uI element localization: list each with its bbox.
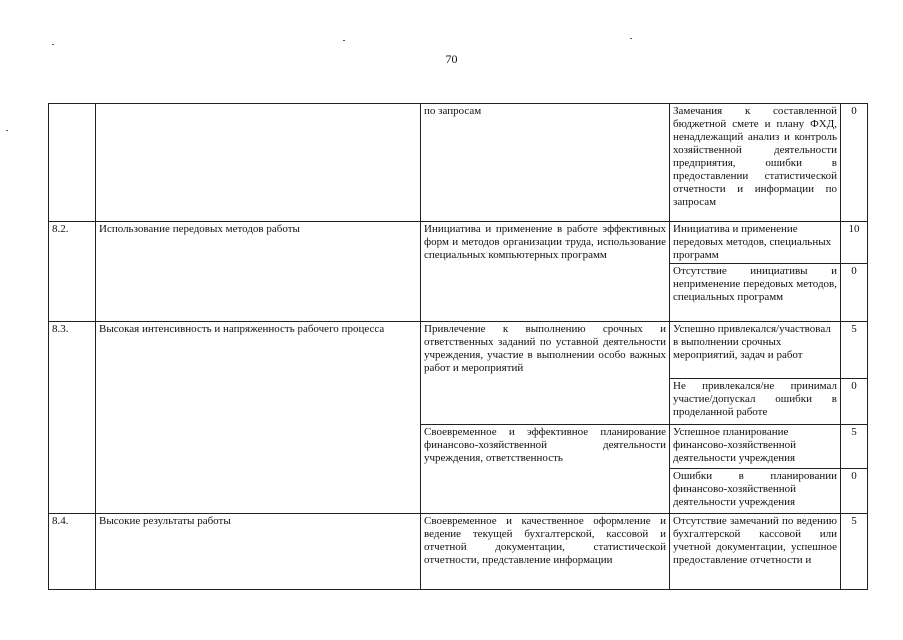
table-row — [49, 514, 868, 590]
row-number-cell: 8.4. — [49, 514, 96, 590]
table-row — [49, 222, 868, 264]
points-cell: 0 — [841, 469, 868, 514]
indicator-name-cell: Высокая интенсивность и напряженность рабочего процесса — [96, 322, 421, 514]
points-cell: 0 — [841, 264, 868, 322]
criteria-cell: по запросам — [421, 104, 670, 222]
scan-speck — [6, 130, 8, 131]
indicator-name-cell — [96, 104, 421, 222]
condition-cell: Отсутствие замечаний по ведению бухгалтерской кассовой или учетной документации, успешное предоставление отчетности и — [670, 514, 841, 590]
criteria-cell: Привлечение к выполнению срочных и ответственных заданий по уставной деятельности учреждения, участие в выполнении особо важных работ и мероприятий — [421, 322, 670, 425]
points-cell: 10 — [841, 222, 868, 264]
scan-speck — [630, 38, 632, 39]
condition-cell: Отсутствие инициативы и неприменение передовых методов, специальных программ — [670, 264, 841, 322]
row-number-cell: 8.3. — [49, 322, 96, 514]
condition-cell: Замечания к составленной бюджетной смете и плану ФХД, ненадлежащий анализ и контроль хозяйственной деятельности предприятия, ошибки в предоставлении статистической отчетности и информации по запросам — [670, 104, 841, 222]
table-row — [49, 322, 868, 379]
points-cell: 0 — [841, 379, 868, 425]
condition-cell: Успешно привлекался/участвовал в выполнении срочных мероприятий, задач и работ — [670, 322, 841, 379]
scan-speck — [52, 44, 54, 45]
criteria-table — [48, 103, 868, 590]
condition-cell: Не привлекался/не принимал участие/допускал ошибки в проделанной работе — [670, 379, 841, 425]
row-number-cell — [49, 104, 96, 222]
condition-cell: Ошибки в планировании финансово-хозяйственной деятельности учреждения — [670, 469, 841, 514]
condition-cell: Успешное планирование финансово-хозяйственной деятельности учреждения — [670, 425, 841, 469]
criteria-cell: Своевременное и качественное оформление и ведение текущей бухгалтерской, кассовой и отчетной документации, статистической отчетности, представление информации — [421, 514, 670, 590]
points-cell: 5 — [841, 425, 868, 469]
row-number-cell: 8.2. — [49, 222, 96, 322]
indicator-name-cell: Использование передовых методов работы — [96, 222, 421, 322]
criteria-cell: Своевременное и эффективное планирование финансово-хозяйственной деятельности учреждения, ответственность — [421, 425, 670, 514]
points-cell: 5 — [841, 514, 868, 590]
indicator-name-cell: Высокие результаты работы — [96, 514, 421, 590]
criteria-cell: Инициатива и применение в работе эффективных форм и методов организации труда, использование специальных компьютерных программ — [421, 222, 670, 322]
page-number: 70 — [445, 52, 458, 66]
points-cell: 5 — [841, 322, 868, 379]
condition-cell: Инициатива и применение передовых методов, специальных программ — [670, 222, 841, 264]
points-cell: 0 — [841, 104, 868, 222]
scan-speck — [343, 40, 345, 41]
table-row — [49, 104, 868, 222]
